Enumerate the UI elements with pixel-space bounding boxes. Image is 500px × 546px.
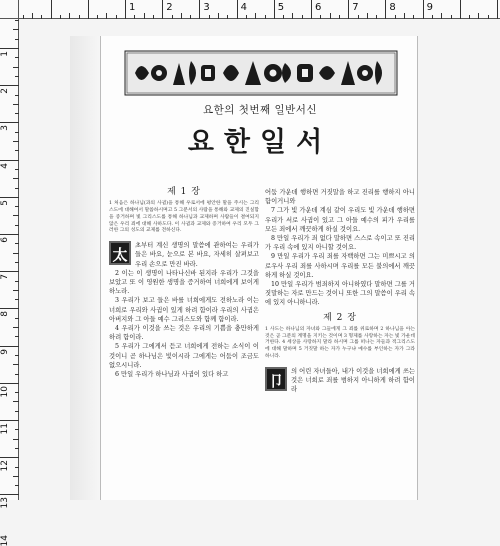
ruler-tick [292, 13, 293, 19]
ruler-number: 8 [0, 311, 10, 318]
ruler-number: 2 [0, 88, 10, 94]
ruler-tick [460, 0, 461, 19]
ruler-tick [13, 104, 19, 105]
ruler-tick [15, 355, 19, 356]
ruler-tick [69, 13, 70, 19]
ruler-tick [441, 13, 442, 19]
ruler-tick [330, 13, 331, 19]
drop-cap: 卩 [265, 367, 287, 391]
ruler-number: 5 [0, 199, 10, 206]
ruler-tick [265, 15, 266, 19]
ruler-tick [376, 15, 377, 19]
ruler-tick [0, 122, 19, 123]
ruler-tick [199, 0, 200, 19]
verse-text: 의 어린 자녀들아, 내가 이것을 너희에게 쓰는 것은 너희로 죄를 범하지 아니하게 하려 함이라 [291, 367, 415, 394]
ruler-corner [0, 0, 19, 19]
left-column [109, 188, 259, 379]
ruler-number: 6 [0, 237, 10, 243]
horizontal-ruler[interactable] [0, 0, 500, 19]
ruler-number: 11 [0, 423, 10, 435]
ruler-tick [13, 141, 19, 142]
ruler-tick [13, 67, 19, 68]
document-page[interactable] [100, 36, 418, 500]
ruler-tick [15, 411, 19, 412]
ruler-tick [0, 346, 19, 347]
ruler-tick [0, 197, 19, 198]
ruler-tick [32, 13, 33, 19]
ruler-tick [15, 318, 19, 319]
ruler-tick [15, 374, 19, 375]
ruler-number: 7 [0, 274, 10, 280]
ruler-tick [60, 15, 61, 19]
ruler-tick [41, 15, 42, 19]
ruler-tick [15, 113, 19, 114]
verse-text: 5 우리가 그에게서 듣고 너희에게 전하는 소식이 이것이니 곧 하나님은 빛이시라 그에게는 어둠이 조금도 없으시니라. [109, 343, 259, 369]
ruler-tick [469, 15, 470, 19]
ruler-tick [13, 327, 19, 328]
verse-text: 10 만일 우리가 범죄하지 아니하였다 말하면 그를 거짓말하는 자로 만드는 것이니 또한 그의 말씀이 우리 속에 있지 아니하니라. [265, 281, 415, 307]
ruler-tick [413, 15, 414, 19]
ruler-number: 2 [166, 2, 173, 13]
ruler-tick [190, 15, 191, 19]
ruler-number: 1 [129, 2, 136, 13]
verse-text: 어둠 가운데 행하면 거짓말을 하고 진리를 행하지 아니함이거니와 [265, 189, 415, 206]
ruler-tick [15, 225, 19, 226]
ruler-number: 7 [352, 2, 359, 13]
ruler-tick [134, 15, 135, 19]
ruler-number: 13 [0, 497, 10, 509]
ruler-tick [255, 13, 256, 19]
ruler-tick [125, 0, 126, 19]
ruler-number: 4 [0, 162, 10, 169]
ruler-tick [15, 485, 19, 486]
ruler-tick [88, 0, 89, 19]
ruler-tick [0, 85, 19, 86]
ruler-tick [274, 0, 275, 19]
ruler-tick [367, 13, 368, 19]
ruler-tick [13, 439, 19, 440]
ruler-tick [15, 150, 19, 151]
ruler-tick [0, 420, 19, 421]
ruler-tick [237, 0, 238, 19]
ruler-tick [0, 160, 19, 161]
ruler-tick [283, 15, 284, 19]
ruler-tick [181, 13, 182, 19]
page-shadow [70, 36, 100, 500]
ruler-tick [348, 0, 349, 19]
ruler-tick [0, 234, 19, 235]
ruler-tick [13, 290, 19, 291]
ruler-tick [13, 253, 19, 254]
verse-text: 2 이는 이 생명이 나타나신바 된지라 우리가 그것을 보았고 또 이 영원한 생명을 증거하여 너희에게 보이게 하노라. [109, 269, 259, 296]
ruler-tick [423, 0, 424, 19]
ruler-number: 3 [0, 125, 10, 132]
ruler-tick [15, 281, 19, 282]
ruler-tick [15, 188, 19, 189]
ruler-number: 6 [315, 2, 322, 13]
verse-text: 초부터 계신 생명의 말씀에 관하여는 우리가 들은 바요, 눈으로 본 바요, 자세히 살펴보고 우리 손으로 만진 바라. [135, 242, 259, 268]
ruler-tick [162, 0, 163, 19]
verse-text: 8 만일 우리가 죄 없다 말하면 스스로 속이고 또 진리가 우리 속에 있지 아니할 것이요. [265, 235, 415, 252]
ruler-tick [15, 20, 19, 21]
drop-cap: 太 [109, 241, 131, 265]
ruler-tick [0, 48, 19, 49]
ruler-tick [15, 132, 19, 133]
ruler-tick [218, 13, 219, 19]
ruler-tick [15, 448, 19, 449]
ruler-tick [15, 76, 19, 77]
ruler-tick [97, 15, 98, 19]
vertical-ruler[interactable] [0, 0, 19, 546]
ruler-tick [0, 457, 19, 458]
ruler-tick [15, 169, 19, 170]
verse-text: 3 우리가 보고 들은 바를 너희에게도 전하노라 이는 너희로 우리와 사귐이 있게 하려 함이라 우리의 사귐은 아버지와 그 아들 예수 그리스도와 함께 함이라. [109, 297, 259, 323]
ruler-tick [13, 364, 19, 365]
ruler-tick [116, 15, 117, 19]
drop-cap-paragraph [265, 367, 415, 395]
chapter-summary: 1 처음은 하나님(과의 사귐)을 통해 우로서에 평안한 말을 주시는 그리스도에 대해여서 말씀하시며고 5 그분서의 사람을 통해와 교제의 진실함을 증거하며 빛 그리스도를 통해 하나님과 교제하며 사람들이 결여되지 않은 우리 죄에 대해 사하도다. 이 사귐과 교제와 증거하여 우리 모두 그러한 그의 성도의 교제를 전하신다. [109, 201, 259, 234]
ruler-tick [23, 15, 24, 19]
ruler-tick [15, 39, 19, 40]
ruler-tick [302, 15, 303, 19]
ruler-number: 9 [426, 2, 433, 13]
ruler-tick [144, 13, 145, 19]
ruler-tick [404, 13, 405, 19]
document-title: 요한일서 [187, 127, 333, 158]
ruler-tick [0, 271, 19, 272]
document-subtitle: 요한의 첫번째 일반서신 [202, 104, 318, 116]
ruler-tick [13, 29, 19, 30]
ruler-tick [0, 494, 19, 495]
ruler-tick [246, 15, 247, 19]
ruler-tick [15, 392, 19, 393]
ruler-tick [0, 383, 19, 384]
ruler-tick [15, 243, 19, 244]
ruler-tick [395, 15, 396, 19]
ruler-tick [339, 15, 340, 19]
ruler-number: 1 [0, 51, 10, 57]
ruler-tick [15, 262, 19, 263]
ruler-number: 4 [240, 2, 247, 13]
ruler-tick [209, 15, 210, 19]
ruler-number: 8 [389, 2, 396, 13]
ruler-tick [227, 15, 228, 19]
ruler-tick [153, 15, 154, 19]
ornamental-banner [125, 51, 397, 95]
ruler-tick [79, 15, 80, 19]
ruler-tick [385, 0, 386, 19]
ruler-number: 12 [0, 460, 10, 472]
ruler-tick [15, 95, 19, 96]
ruler-tick [15, 429, 19, 430]
ruler-tick [358, 15, 359, 19]
ruler-number: 5 [277, 2, 285, 13]
ruler-tick [15, 299, 19, 300]
ruler-tick [106, 13, 107, 19]
ruler-number: 14 [0, 534, 10, 546]
ruler-number: 10 [0, 385, 10, 398]
verse-text: 7 그가 빛 가운데 계심 같이 우리도 빛 가운데 행하면 우리가 서로 사귐이 있고 그 아들 예수의 피가 우리를 모든 죄에서 깨끗하게 하실 것이요. [265, 207, 415, 233]
ruler-tick [172, 15, 173, 19]
ruler-tick [51, 0, 52, 19]
right-column [265, 188, 415, 394]
ruler-tick [13, 476, 19, 477]
ruler-number: 9 [0, 348, 10, 355]
ruler-number: 3 [203, 2, 210, 13]
chapter-summary: 1 사도는 하나님의 자녀와 그들에게 그 죄를 위로하며 2 하나님을 아는 것은 곧 그분의 계명을 지키는 것이며 3 형제를 사랑하는 자는 빛 가운데 거한다. 4 세상을 사랑하지 말라 하시며 그를 떠나는 자들과 적그리스도에 대해 말하며 5 거짓말 하는 자가 누구냐 예수를 부인하는 자가 그라 하니라. [265, 326, 415, 360]
chapter-heading: 제 1 장 [167, 187, 201, 197]
body-columns [101, 188, 419, 500]
ruler-tick [15, 336, 19, 337]
ruler-tick [13, 401, 19, 402]
ruler-tick [488, 15, 489, 19]
ruler-tick [0, 308, 19, 309]
ruler-tick [432, 15, 433, 19]
verse-text: 9 만일 우리가 우리 죄를 자백하면 그는 미쁘시고 의로우사 우리 죄를 사하시며 우리를 모든 불의에서 깨끗하게 하실 것이요. [265, 253, 415, 279]
drop-cap-paragraph [109, 241, 259, 269]
ornament-icon [125, 51, 397, 95]
ruler-tick [13, 178, 19, 179]
ruler-tick [13, 215, 19, 216]
ruler-tick [15, 206, 19, 207]
ruler-tick [320, 15, 321, 19]
verse-text: 4 우리가 이것을 쓰는 것은 우리의 기쁨을 충만하게 하려 함이라. [109, 325, 259, 342]
ruler-tick [311, 0, 312, 19]
ruler-tick [15, 57, 19, 58]
verse-text: 6 만일 우리가 하나님과 사귐이 있다 하고 [115, 371, 229, 379]
chapter-heading: 제 2 장 [323, 312, 357, 323]
ruler-tick [15, 467, 19, 468]
ruler-tick [478, 13, 479, 19]
ruler-tick [497, 0, 498, 19]
ruler-tick [451, 15, 452, 19]
